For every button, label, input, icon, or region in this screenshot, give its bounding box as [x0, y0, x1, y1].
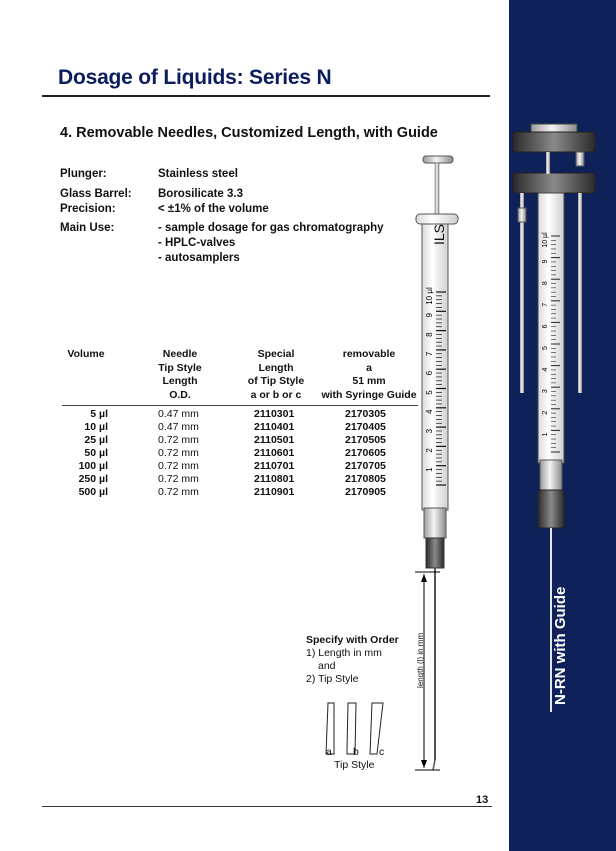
guide-rod-left	[520, 193, 524, 393]
length-label: length (l) in mm	[416, 632, 425, 688]
guide-hub	[540, 460, 562, 490]
spec-label: Precision:	[60, 203, 116, 215]
tip-label-c: c	[379, 746, 385, 758]
guide-scale-label: 2	[542, 410, 549, 415]
tip-label-a: a	[326, 746, 332, 758]
sidebar-title: N-RN with Guide	[552, 586, 569, 705]
scale-label: 1	[425, 467, 434, 472]
scale-label: 3	[425, 428, 434, 434]
spec-value: - sample dosage for gas chromatography	[158, 222, 384, 234]
scale-label: 8	[425, 332, 434, 337]
guide-scale-label: 3	[542, 389, 549, 394]
order-line: and	[318, 660, 336, 672]
guide-scale-label: 4	[542, 367, 549, 372]
guide-scale-label: 8	[542, 281, 549, 286]
section-title: 4. Removable Needles, Customized Length, with Guide	[60, 125, 438, 141]
scale-label: 9	[425, 313, 434, 318]
guide-knurled-nut	[538, 490, 564, 528]
scale-label: 10 µl	[425, 287, 434, 305]
page-title: Dosage of Liquids: Series N	[58, 66, 332, 89]
spec-value: Borosilicate 3.3	[158, 188, 244, 200]
guide-scale-label: 1	[542, 432, 549, 437]
scale-label: 2	[425, 448, 434, 453]
guide-bottom-plate	[513, 173, 595, 193]
order-line: 1) Length in mm	[306, 647, 382, 659]
spec-value: Stainless steel	[158, 168, 238, 180]
brand-mark: ILS	[431, 223, 447, 245]
header-volume: Volume	[67, 348, 105, 360]
spec-label: Main Use:	[60, 222, 115, 234]
guide-rod-right	[578, 193, 582, 393]
guide-top-cap	[531, 124, 577, 132]
tip-label-b: b	[353, 746, 359, 758]
scale-label: 5	[425, 390, 434, 395]
scale-label: 6	[425, 370, 434, 376]
order-line: 2) Tip Style	[306, 673, 359, 685]
page-number: 13	[476, 794, 489, 806]
spec-value: - autosamplers	[158, 252, 240, 264]
guide-scale-label: 5	[542, 346, 549, 350]
scale-label: 7	[425, 351, 434, 357]
order-heading: Specify with Order	[306, 634, 399, 646]
scale-label: 4	[425, 409, 434, 415]
spec-label: Glass Barrel:	[60, 188, 132, 200]
header-special: Special Length of Tip Style a or b or c	[247, 348, 305, 401]
header-needle: Needle Tip Style Length O.D.	[158, 348, 202, 401]
guide-scale-label: 7	[542, 302, 549, 307]
spec-value: < ±1% of the volume	[158, 203, 269, 215]
spec-label: Plunger:	[60, 168, 107, 180]
header-removable: removable a 51 mm with Syringe Guide	[321, 348, 417, 401]
guide-scale-label: 9	[542, 259, 549, 264]
guide-scale-label: 10 µl	[542, 232, 549, 248]
spec-value: - HPLC-valves	[158, 237, 236, 249]
guide-top-plate	[513, 132, 595, 152]
tip-style-caption: Tip Style	[334, 759, 375, 771]
guide-scale-label: 6	[542, 324, 549, 329]
